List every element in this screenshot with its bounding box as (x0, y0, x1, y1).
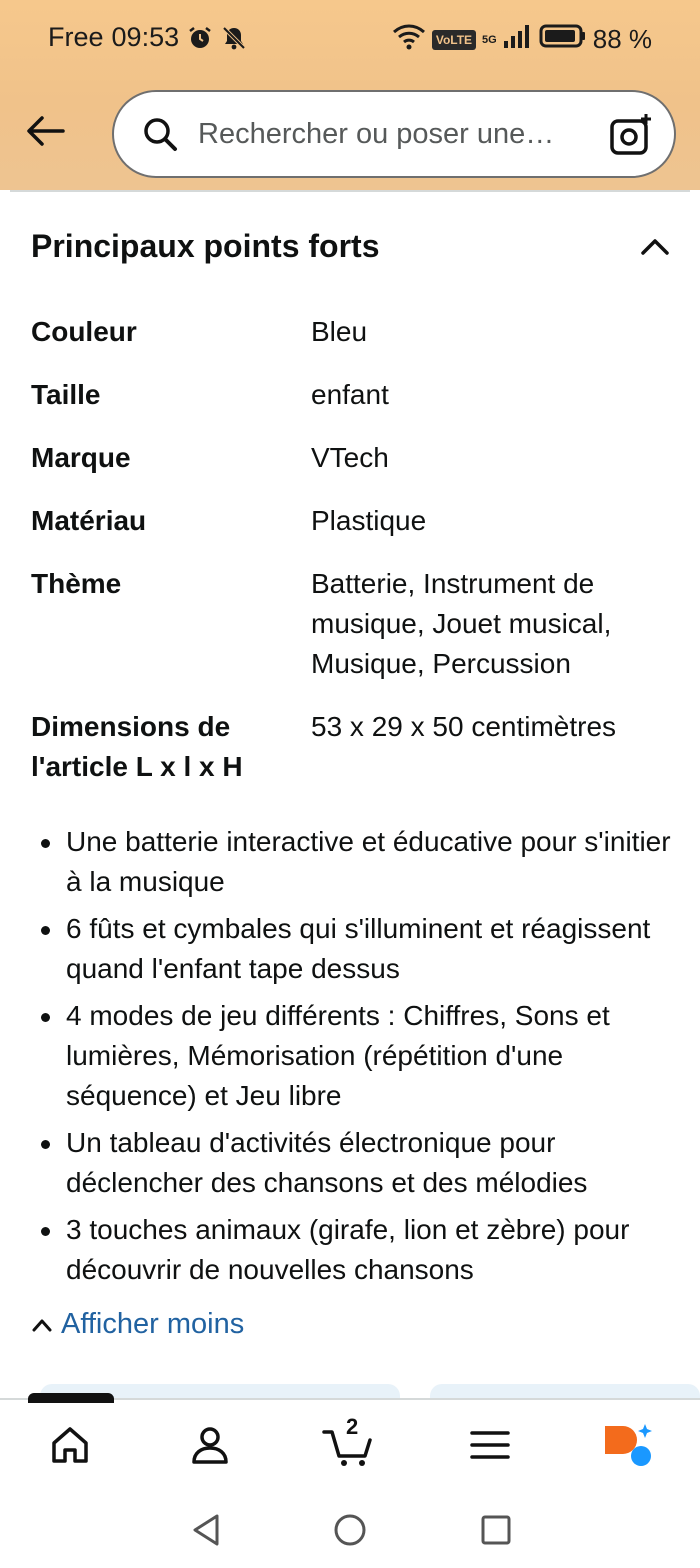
nav-home[interactable] (42, 1420, 98, 1470)
spec-row-dimensions (31, 707, 671, 787)
chevron-up-icon (31, 1317, 53, 1333)
spec-key: Marque (31, 442, 131, 473)
spec-row-size (31, 375, 671, 415)
system-recents-button[interactable] (476, 1510, 516, 1550)
list-item: Une batterie interactive et éducative pour s'initier à la musique (31, 822, 671, 902)
clock: 09:53 (111, 22, 180, 52)
feature-bullets (31, 822, 671, 1297)
list-item: 6 fûts et cymbales qui s'illuminent et réagissent quand l'enfant tape dessus (31, 909, 671, 989)
arrow-left-icon (25, 115, 65, 147)
home-icon (49, 1424, 91, 1466)
search-icon (138, 112, 182, 156)
volte-badge: VoLTE (432, 30, 476, 50)
menu-icon (470, 1428, 510, 1462)
system-home-button[interactable] (330, 1510, 370, 1550)
circle-home-icon (333, 1513, 367, 1547)
network-type: 5G (482, 33, 497, 46)
spec-value: Batterie, Instrument de musique, Jouet musical, Musique, Percussion (311, 568, 612, 679)
signal-icon (503, 23, 533, 56)
spec-key: Couleur (31, 316, 137, 347)
nav-menu[interactable] (462, 1420, 518, 1470)
active-tab-indicator (28, 1393, 114, 1403)
account-icon (189, 1424, 231, 1466)
list-item: Un tableau d'activités électronique pour déclencher des chansons et des mélodies (31, 1123, 671, 1203)
card-peek (430, 1384, 700, 1398)
show-less-label: Afficher moins (61, 1308, 245, 1340)
spec-value: VTech (311, 442, 389, 473)
square-recents-icon (480, 1514, 512, 1546)
list-item: 4 modes de jeu différents : Chiffres, Sons et lumières, Mémorisation (répétition d'une séquence) et Jeu libre (31, 996, 671, 1116)
spec-value: enfant (311, 379, 389, 410)
camera-search-icon[interactable] (608, 112, 654, 158)
spec-row-material (31, 501, 671, 541)
bottom-nav-bar (0, 1398, 700, 1488)
triangle-back-icon (191, 1513, 221, 1547)
system-nav-bar (0, 1488, 700, 1568)
status-bar (0, 0, 700, 80)
cart-count-badge: 2 (346, 1414, 359, 1439)
spec-table (31, 312, 671, 810)
alarm-icon (187, 25, 213, 51)
battery-level: 88 % (592, 24, 652, 54)
spec-key: Taille (31, 379, 101, 410)
spec-row-color (31, 312, 671, 352)
spec-key: Thème (31, 568, 122, 599)
nav-assistant[interactable] (600, 1420, 656, 1470)
spec-value: Plastique (311, 505, 427, 536)
assistant-icon (601, 1422, 655, 1468)
battery-icon (539, 23, 587, 56)
list-item: 3 touches animaux (girafe, lion et zèbre) pour découvrir de nouvelles chansons (31, 1210, 671, 1290)
app-header (0, 0, 700, 190)
spec-key: Dimensions de l'article L x l x H (31, 711, 243, 782)
carrier-name: Free (48, 22, 104, 52)
back-button[interactable] (22, 108, 68, 154)
header-divider (10, 190, 690, 192)
spec-row-theme (31, 564, 671, 684)
search-input[interactable] (198, 118, 598, 151)
chevron-up-icon[interactable] (640, 236, 670, 256)
search-bar[interactable] (112, 90, 676, 178)
section-title: Principaux points forts (31, 228, 380, 264)
spec-key: Matériau (31, 505, 147, 536)
nav-account[interactable] (182, 1420, 238, 1470)
show-less-link[interactable] (31, 1308, 244, 1341)
nav-cart[interactable] (322, 1414, 378, 1470)
system-back-button[interactable] (186, 1510, 226, 1550)
wifi-icon (392, 22, 426, 57)
bell-off-icon (221, 25, 247, 51)
spec-value: Bleu (311, 316, 368, 347)
spec-value: 53 x 29 x 50 centimètres (311, 711, 617, 742)
spec-row-brand (31, 438, 671, 478)
